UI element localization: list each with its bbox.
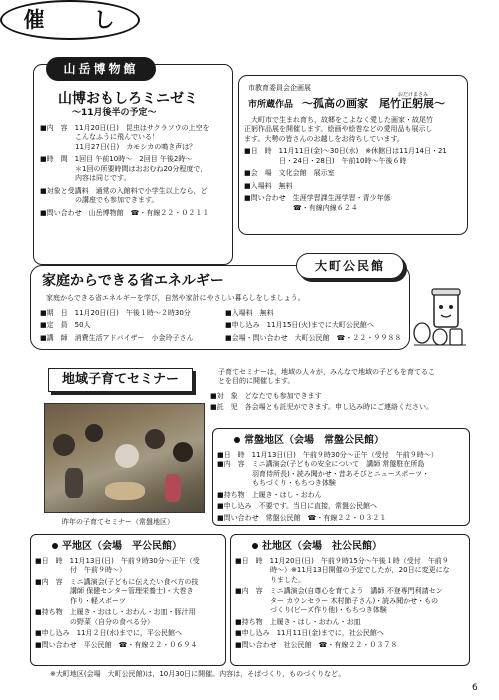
- tokiwa-line: 羽育侍所長)・読み聞かせ・昔あそびとニュースポーツ・: [217, 469, 430, 478]
- yashiro-line: ■日 時 11月20日(日) 午前９時15分～午後１時（受付 午前９: [235, 557, 449, 565]
- exhibit-line: ■問い合わせ 生涯学習課生涯学習・青少年係: [244, 194, 391, 203]
- energy-line: ■入場料 無料: [225, 309, 274, 317]
- exhibit-line: ■入場料 無料: [244, 181, 293, 190]
- tokiwa-line: もちづくり・もちつき体験: [217, 479, 336, 488]
- museum-subtitle: ～11月後半の予定～: [72, 108, 157, 118]
- museum-line: ■時 間 1回目 午前10時～ 2回目 午後2時～: [40, 155, 193, 164]
- childcare-title: 地域子育てセミナー: [61, 372, 179, 388]
- exhibit-line: ます。大勢の皆さんのお越しをお待ちしています。: [244, 134, 404, 143]
- yashiro-line: 時～）※11月13日開催の予定でしたが，20日に変更にな: [235, 566, 450, 575]
- tokiwa-line: ■申し込み 不要です。当日に直接，常盤公民館へ: [217, 502, 378, 511]
- energy-line: ■会場・問い合わせ 大町公民館 ☎・２２・９９８８: [225, 333, 402, 342]
- energy-line: ■期 日 11月20日(日) 午後１時～２時30分: [40, 309, 191, 317]
- yashiro-line: りました。: [235, 575, 305, 584]
- yashiro-details: [235, 557, 468, 650]
- taira-line: ■日 時 11月13日(日) 午前９時30分～正午（受: [35, 557, 200, 565]
- yashiro-heading-text: 社地区（会場 社公民館）: [262, 541, 382, 552]
- museum-line: こんなふうに飛んでいる！: [40, 133, 159, 142]
- museum-details: [40, 124, 228, 218]
- seminar-photo: [44, 403, 205, 513]
- exhibit-line: 日・24日・28日) 午前10時～午後６時: [244, 156, 407, 165]
- childcare-intro-line: とを目的に開催します。: [218, 377, 295, 386]
- yashiro-line: ター カウンセラー 木村節子さん)・読み聞かせ・もの: [235, 596, 439, 605]
- tokiwa-line: ■内 容 ミニ講演会(子どもの安全について 講師 常盤駐在所島: [217, 460, 425, 469]
- taira-details: [35, 557, 225, 650]
- tokiwa-heading-text: 常盤地区（会場 常盤公民館）: [244, 435, 384, 446]
- exhibit-title-prefix: 市所蔵作品: [248, 100, 303, 110]
- childcare-title-badge: [48, 368, 193, 392]
- photo-caption: 昨年の子育てセミナー（常盤地区）: [62, 518, 174, 526]
- tokiwa-line: ■問い合わせ 常盤公民館 ☎・有線２２・０３２１: [217, 513, 387, 522]
- museum-line: 内容は同じです。: [40, 174, 131, 183]
- museum-line: ■対象と受講料 通常の入館料で小学生以上なら，ど: [40, 186, 208, 195]
- childcare-info-line: ■対 象 どなたでも参加できます: [210, 392, 322, 400]
- taira-line: 作り・軽スポーツ: [35, 596, 126, 605]
- bullet-icon: [234, 437, 240, 443]
- tokiwa-line: ■持ち物 上履き・はし・おわん: [217, 490, 322, 499]
- recycle-bin-icon: [410, 285, 468, 347]
- energy-line: ■定 員 50人: [40, 321, 91, 330]
- taira-line: ■内 容 ミニ講演会(子どもに伝えたい食べ方の技: [35, 577, 199, 586]
- exhibit-details: [244, 116, 466, 213]
- yashiro-line: づくり(ビーズ作り他)・もちつき体験: [235, 606, 387, 615]
- museum-line: の講座でも参加できます。: [40, 196, 159, 205]
- childcare-footnote: ※大町地区(会場 大町公民館)は，10月30日に開催。内容は，そばづくり，ものづくりなど。: [50, 670, 346, 678]
- tokiwa-details: [217, 451, 467, 523]
- taira-line: ■持ち物 上履き・おはし・おわん・お皿・豚汁用: [35, 608, 196, 617]
- energy-line: ■講 師 消費生活アドバイザー 小金玲子さん: [40, 333, 194, 342]
- childcare-info-line: ■託 児 各会場とも託児ができます。申し込み時にご連絡ください。: [210, 403, 434, 412]
- taira-line: ■申し込み 11月２日(水)までに，平公民館へ: [35, 629, 182, 638]
- museum-line: ＊1回の所要時間はおおむね20分程度で，: [40, 164, 208, 173]
- section-header-moyooshi: 催 し: [0, 0, 140, 40]
- bullet-icon: [252, 543, 258, 549]
- energy-venue-label: [296, 253, 404, 279]
- exhibit-line: ☎・有線内線６２４: [244, 203, 358, 212]
- energy-line: ■申し込み 11月15日(火)までに大町公民館へ: [225, 321, 374, 330]
- exhibit-org: 市教育委員会企画展: [248, 84, 311, 92]
- taira-heading: [52, 540, 182, 554]
- energy-intro: 家庭からできる省エネルギーを学び，自然や家計にやさしい暮らしをしましょう。: [46, 294, 305, 302]
- exhibit-line: 正躬作品展を開催します。絵画や絵巻などの愛用品も展示し: [244, 125, 433, 134]
- exhibit-ruby: おだけまさみ: [398, 92, 429, 98]
- exhibit-title-main: ～孤高の画家 尾竹正躬展～: [302, 97, 446, 110]
- childcare-info: [210, 392, 470, 413]
- taira-line: 付 午前９時～）: [35, 566, 126, 575]
- yashiro-line: ■内 容 ミニ講演会(自尊心を育てよう 講師 不登専門利請セン: [235, 587, 443, 596]
- energy-venue-text: 大町公民館: [314, 258, 385, 273]
- museum-line: 11月27日(日) カモシカの鳴き声は？: [40, 142, 197, 151]
- taira-line: 講師 保健センター管理栄養士)・大巻き: [35, 587, 194, 596]
- energy-left-details: [40, 309, 220, 343]
- exhibit-line: ■日 時 11月11日(金)～30日(水) ※休館日は11月14日・21: [244, 147, 447, 156]
- yashiro-line: ■問い合わせ 社公民館 ☎・有線２２・０３７８: [235, 640, 398, 649]
- energy-right-details: [225, 309, 405, 343]
- museum-line: ■内 容 11月20日(日) 昆虫はサクラソウの上空を: [40, 124, 210, 132]
- page-number: 6: [472, 683, 478, 693]
- taira-line: の野菜（自分の食べる分）: [35, 617, 154, 626]
- taira-heading-text: 平地区（会場 平公民館）: [62, 541, 182, 552]
- tokiwa-line: ■日 時 11月13日(日) 午前９時30分～正午（受付 午前９時～）: [217, 451, 438, 459]
- yashiro-heading: [252, 540, 382, 554]
- museum-line: ■問い合わせ 山岳博物館 ☎・有線２２・０２１１: [40, 208, 210, 217]
- taira-line: ■問い合わせ 平公民館 ☎・有線２２・０６９４: [35, 640, 198, 649]
- bullet-icon: [52, 543, 58, 549]
- childcare-intro: [218, 368, 468, 387]
- energy-title: 家庭からできる省エネルギー: [42, 273, 224, 289]
- yashiro-line: ■持ち物 上履き・はし・おわん・お皿: [235, 617, 361, 626]
- childcare-intro-line: 子育てセミナーは，地域の人々が，みんなで地域の子どもを育てるこ: [218, 368, 435, 376]
- exhibit-line: ■会 場 文化会館 展示室: [244, 169, 335, 178]
- museum-venue-label: 山岳博物館: [46, 57, 156, 81]
- exhibit-line: 大町市で生まれ育ち，故郷をこよなく愛した画家・故尾竹: [244, 116, 433, 124]
- exhibit-title: [248, 97, 445, 112]
- tokiwa-heading: [234, 434, 384, 448]
- museum-title: 山博おもしろミニゼミ: [58, 91, 198, 107]
- yashiro-line: ■申し込み 11月11日(金)までに，社公民館へ: [235, 629, 384, 638]
